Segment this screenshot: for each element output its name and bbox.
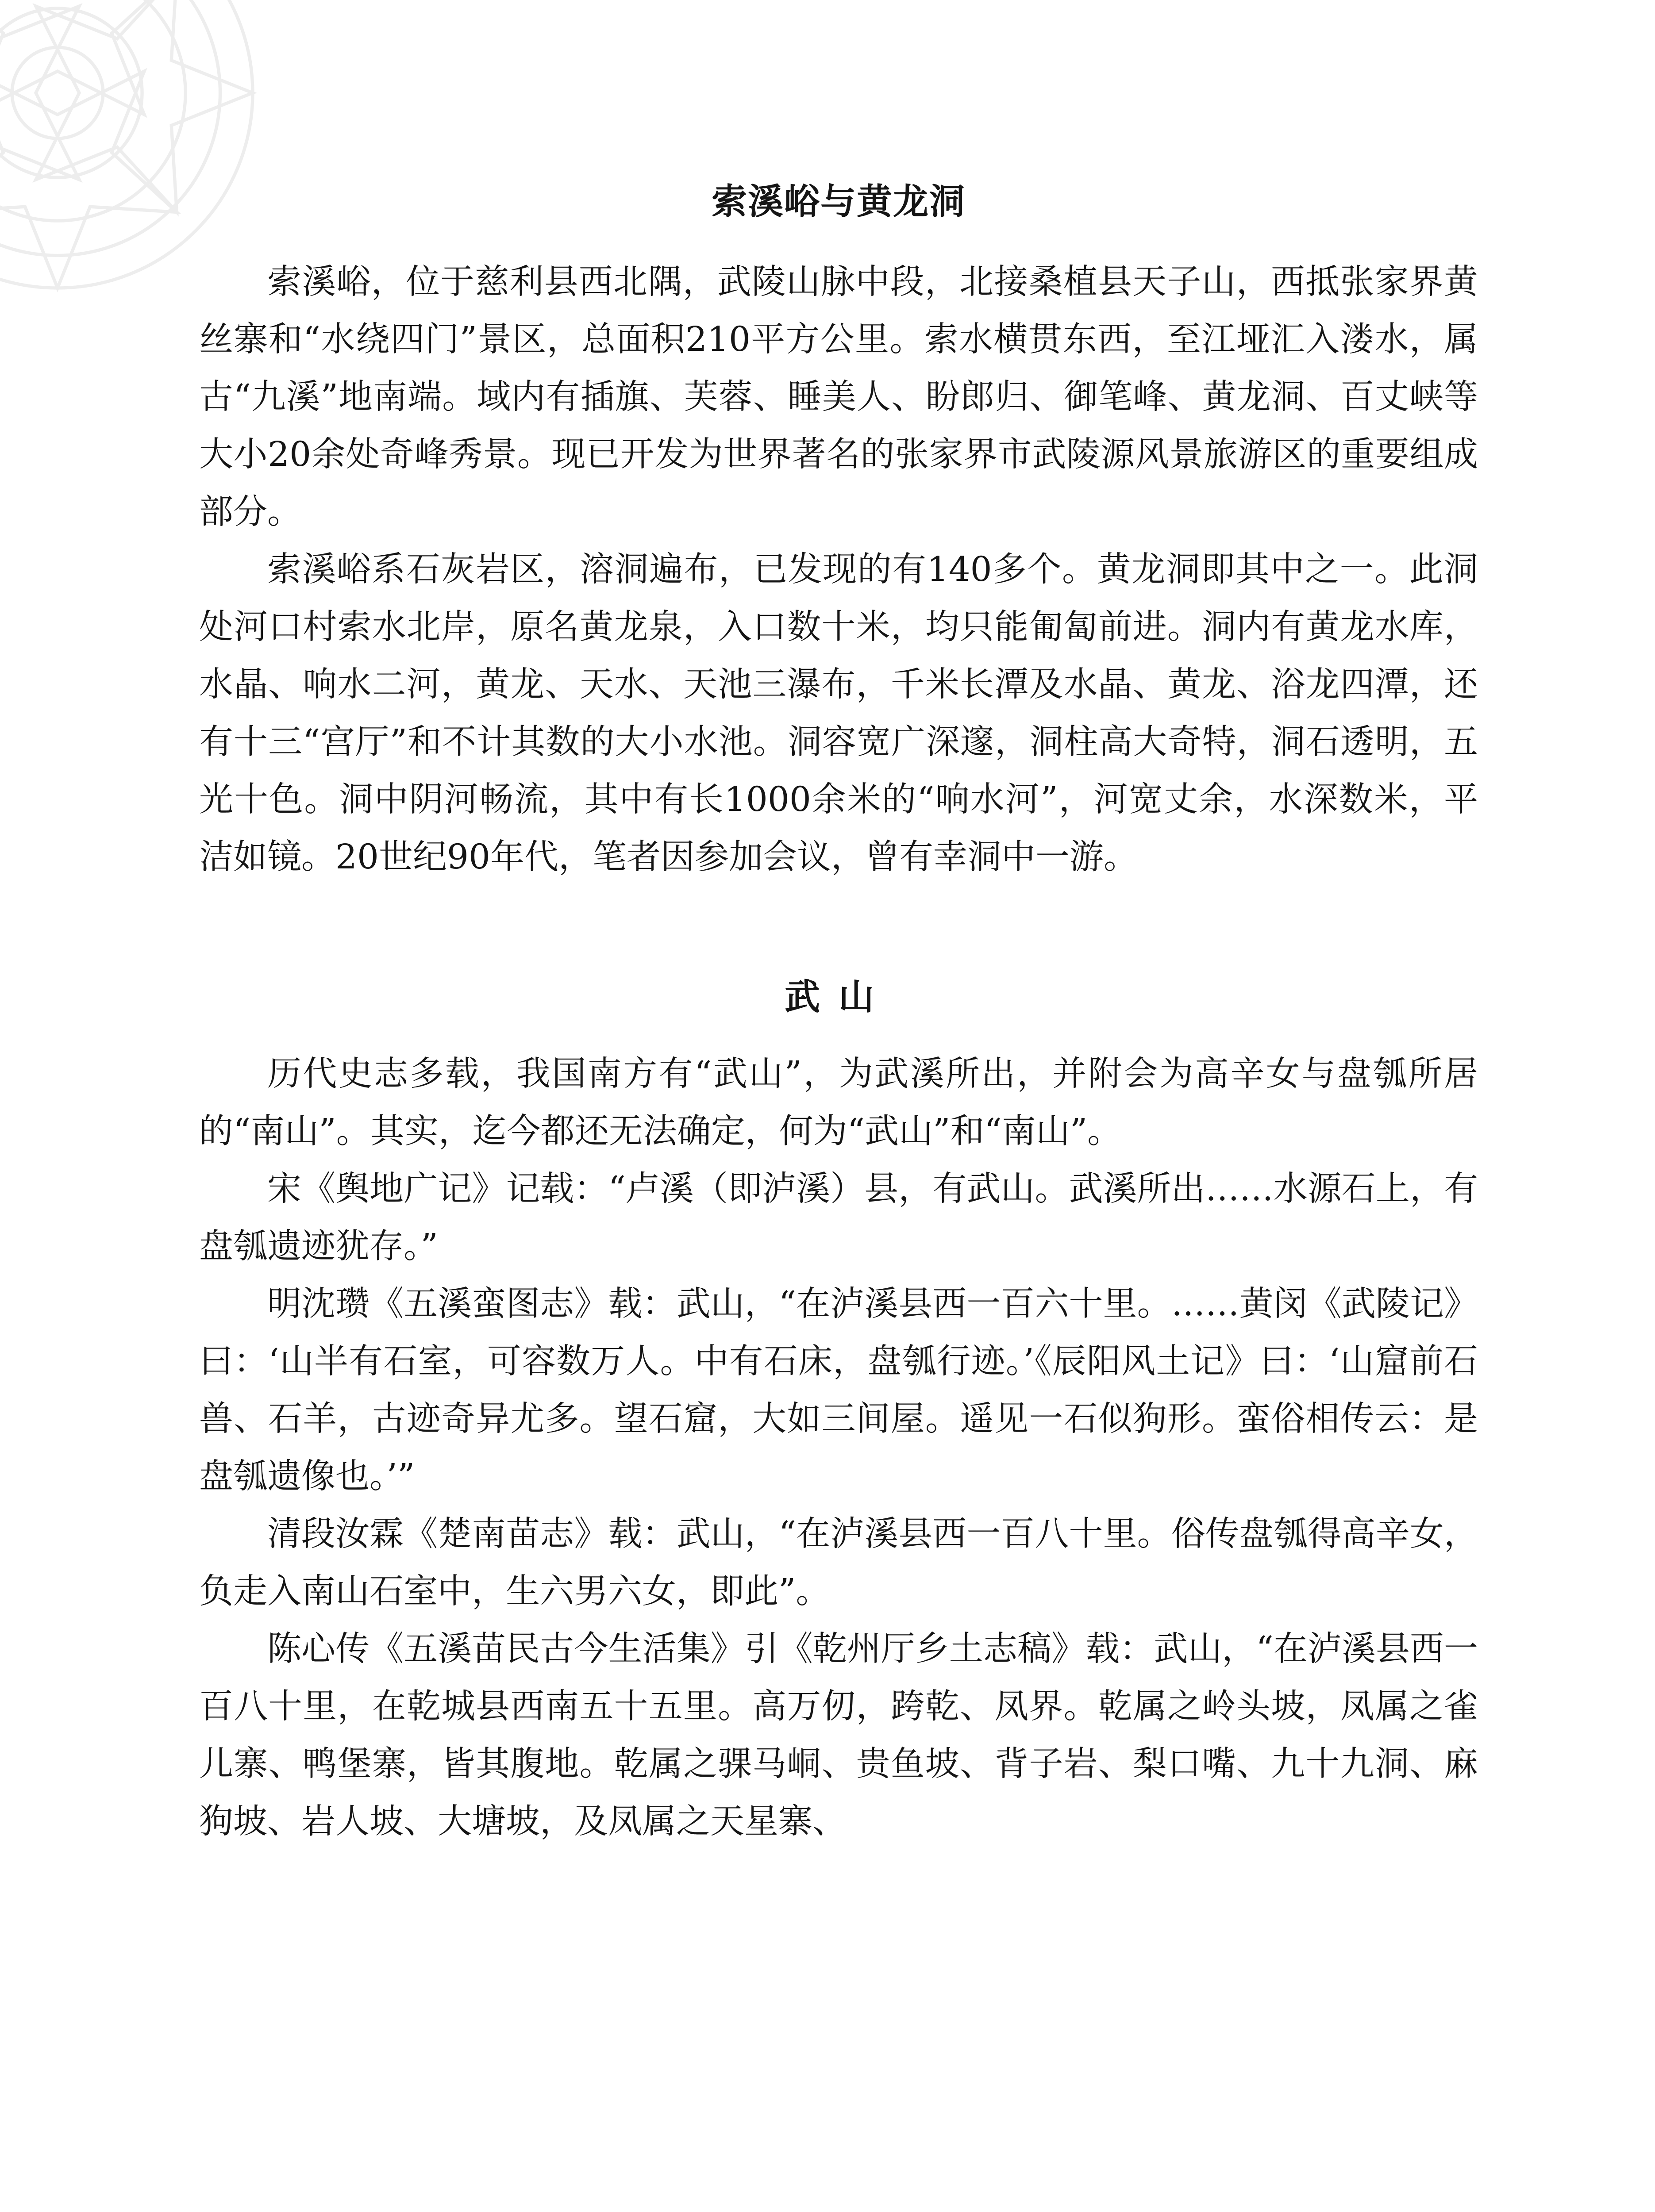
section-suoxiyu	[199, 175, 1478, 886]
paragraph: 清段汝霖《楚南苗志》载：武山，“在泸溪县西一百八十里。俗传盘瓠得高辛女，负走入南山石室中，生六男六女，即此”。	[199, 1514, 1478, 1611]
paragraph: 明沈瓒《五溪蛮图志》载：武山，“在泸溪县西一百六十里。……黄闵《武陵记》曰：‘山半有石室，可容数万人。中有石床，盘瓠行迹。’《辰阳风土记》曰：‘山窟前石兽、石羊，古迹奇异尤多。望石窟，大如三间屋。遥见一石似狗形。蛮俗相传云：是盘瓠遗像也。’”	[199, 1284, 1478, 1496]
paragraph: 宋《舆地广记》记载：“卢溪（即泸溪）县，有武山。武溪所出……水源石上，有盘瓠遗迹犹存。”	[199, 1169, 1478, 1266]
section-title: 武山	[785, 976, 893, 1018]
paragraph: 陈心传《五溪苗民古今生活集》引《乾州厅乡土志稿》载：武山，“在泸溪县西一百八十里，在乾城县西南五十五里。高万仞，跨乾、凤界。乾属之岭头坡，凤属之雀儿寨、鸭堡寨，皆其腹地。乾属之骒马峒、贵鱼坡、背子岩、梨口嘴、九十九洞、麻狗坡、岩人坡、大塘坡，及凤属之天星寨、	[199, 1629, 1478, 1841]
paragraph: 索溪峪系石灰岩区，溶洞遍布，已发现的有140多个。黄龙洞即其中之一。此洞处河口村索水北岸，原名黄龙泉，入口数十米，均只能匍匐前进。洞内有黄龙水库，水晶、响水二河，黄龙、天水、天池三瀑布，千米长潭及水晶、黄龙、浴龙四潭，还有十三“宫厅”和不计其数的大小水池。洞容宽广深邃，洞柱高大奇特，洞石透明，五光十色。洞中阴河畅流，其中有长1000余米的“响水河”，河宽丈余，水深数米，平洁如镜。20世纪90年代，笔者因参加会议，曾有幸洞中一游。	[199, 550, 1478, 877]
section-title: 索溪峪与黄龙洞	[712, 180, 966, 222]
paragraph: 索溪峪，位于慈利县西北隅，武陵山脉中段，北接桑植县天子山，西抵张家界黄丝寨和“水绕四门”景区，总面积210平方公里。索水横贯东西，至江垭汇入溇水，属古“九溪”地南端。域内有插旗、芙蓉、睡美人、盼郎归、御笔峰、黄龙洞、百丈峡等大小20余处奇峰秀景。现已开发为世界著名的张家界市武陵源风景旅游区的重要组成部分。	[199, 262, 1478, 532]
section-wushan	[199, 970, 1478, 1851]
page-body	[199, 175, 1478, 1851]
paragraph: 历代史志多载，我国南方有“武山”，为武溪所出，并附会为高辛女与盘瓠所居的“南山”。其实，迄今都还无法确定，何为“武山”和“南山”。	[199, 1054, 1478, 1151]
